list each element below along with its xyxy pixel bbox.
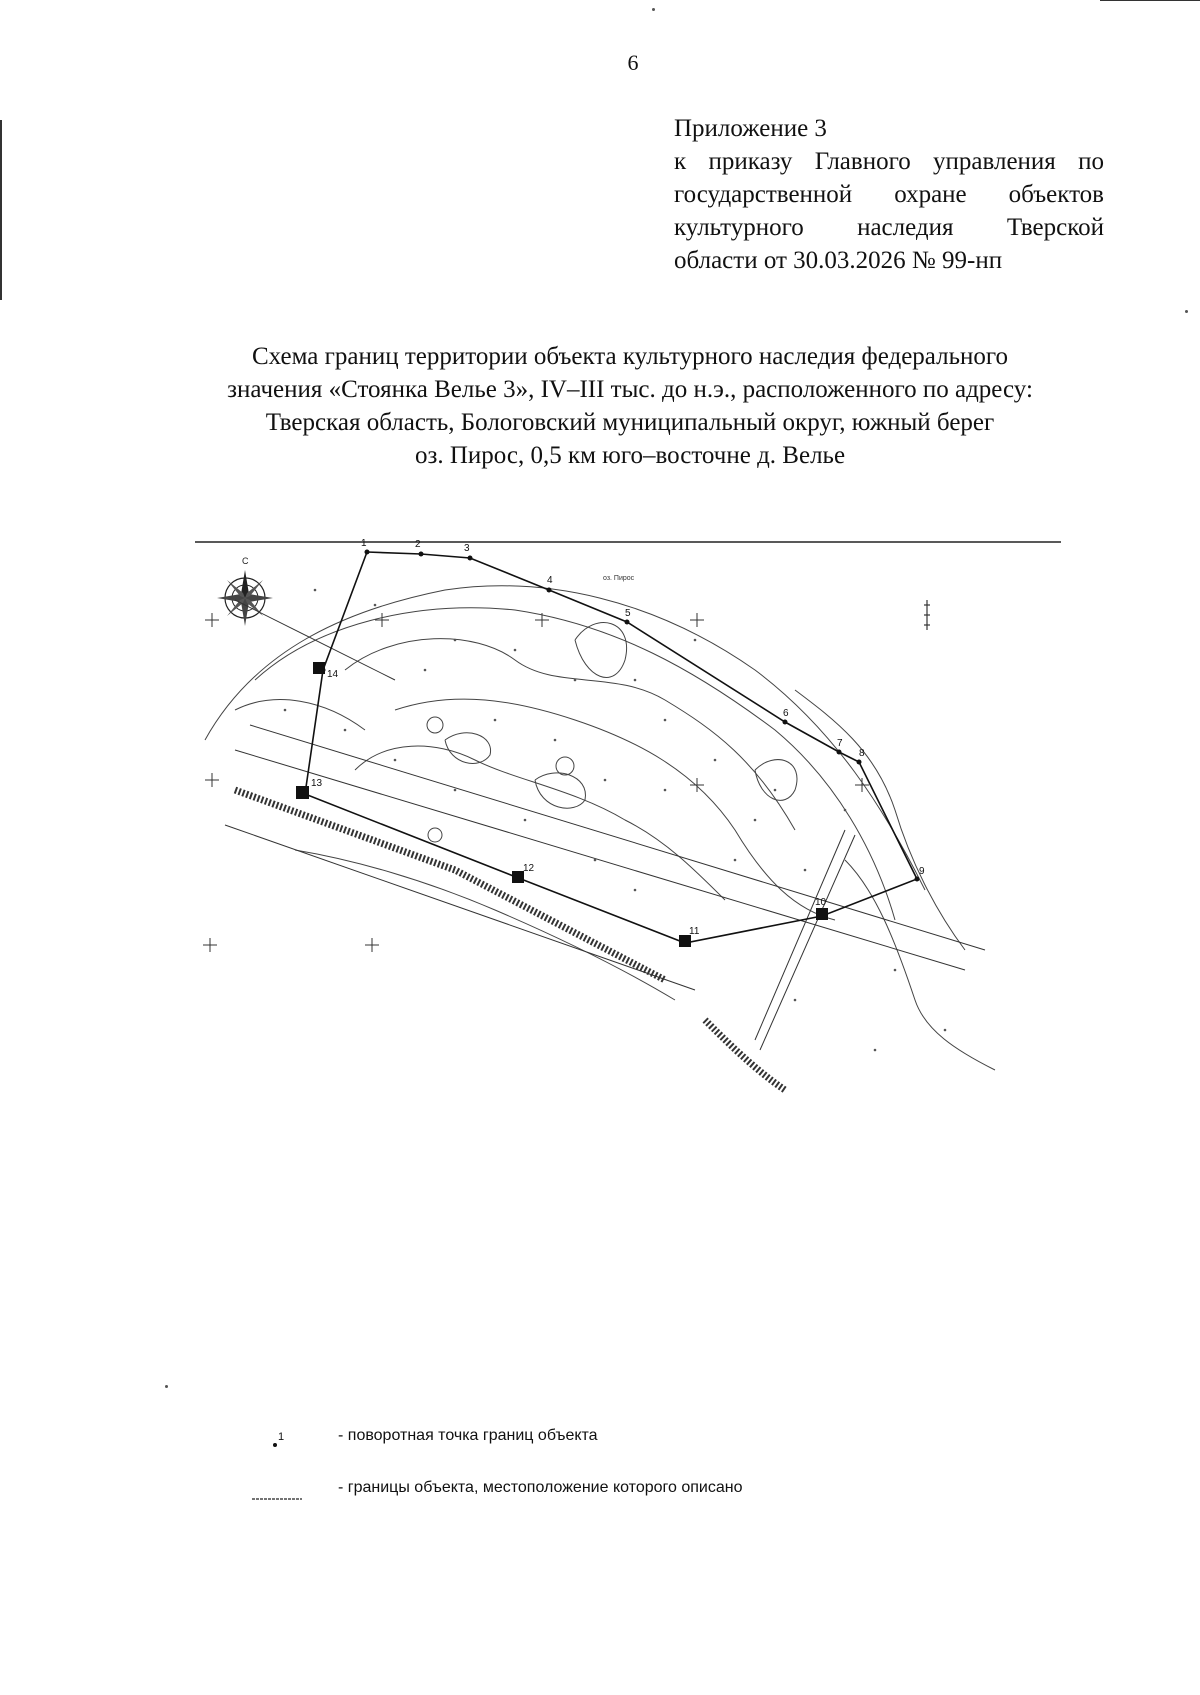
- appendix-line: области от 30.03.2026 № 99-нп: [674, 247, 1003, 274]
- title-line: значения «Стоянка Велье 3», IV–III тыс. до н.э., расположенного по адресу:: [227, 376, 1033, 403]
- point-label: 14: [327, 669, 339, 680]
- legend-item-boundary: [250, 1477, 950, 1507]
- scale-bar: [924, 600, 930, 630]
- lake-label: оз. Пирос: [603, 575, 635, 582]
- document-title: [160, 340, 1100, 472]
- scan-edge-mark: [1100, 0, 1200, 1]
- point-label: 2: [415, 539, 421, 550]
- scan-speck: [652, 8, 655, 11]
- appendix-line: Приложение 3: [674, 115, 827, 142]
- title-line: Тверская область, Бологовский муниципальный округ, южный берег: [265, 409, 995, 436]
- legend-text: - поворотная точка границ объекта: [338, 1427, 598, 1444]
- scan-speck: [165, 1385, 168, 1388]
- compass-rose-icon: [217, 556, 273, 626]
- legend-symbol-label: 1: [278, 1431, 285, 1443]
- point-label: 5: [625, 608, 631, 619]
- point-label: 12: [523, 863, 535, 874]
- scan-speck: [1185, 310, 1188, 313]
- turning-point-symbol-icon: [250, 1425, 310, 1455]
- point-label: 1: [361, 538, 367, 549]
- elevation-marks: [284, 589, 947, 1052]
- title-line: оз. Пирос, 0,5 км юго–восточне д. Велье: [414, 442, 846, 469]
- boundary-line: [305, 552, 917, 943]
- svg-text:С: С: [242, 556, 249, 566]
- boundary-map-drawing: [195, 530, 1065, 1160]
- point-label: 4: [547, 575, 553, 586]
- boundary-turning-points: [303, 550, 920, 946]
- legend-item-turning-point: [250, 1425, 950, 1455]
- point-label: 8: [859, 748, 865, 759]
- point-label: 10: [815, 897, 827, 908]
- title-line: Схема границ территории объекта культурного наследия федерального: [251, 343, 1009, 370]
- appendix-line: культурного наследия Тверской: [674, 214, 1104, 241]
- point-label: 11: [689, 926, 700, 937]
- point-label: 6: [783, 708, 789, 719]
- legend-text: - границы объекта, местоположение которого описано: [338, 1479, 743, 1496]
- page-number: 6: [627, 50, 639, 75]
- boundary-map: [195, 530, 1065, 1160]
- point-label: 9: [919, 866, 925, 877]
- point-label: 7: [837, 738, 843, 749]
- boundary-line-symbol-icon: [250, 1477, 310, 1507]
- point-label: 13: [311, 778, 323, 789]
- boundary-point-labels: [311, 538, 925, 937]
- appendix-line: государственной охране объектов: [674, 181, 1104, 208]
- contour-lines: [205, 586, 995, 1070]
- appendix-header: [674, 112, 1104, 277]
- scan-edge-mark: [0, 120, 2, 300]
- point-label: 3: [464, 543, 470, 554]
- appendix-line: к приказу Главного управления по: [674, 148, 1104, 175]
